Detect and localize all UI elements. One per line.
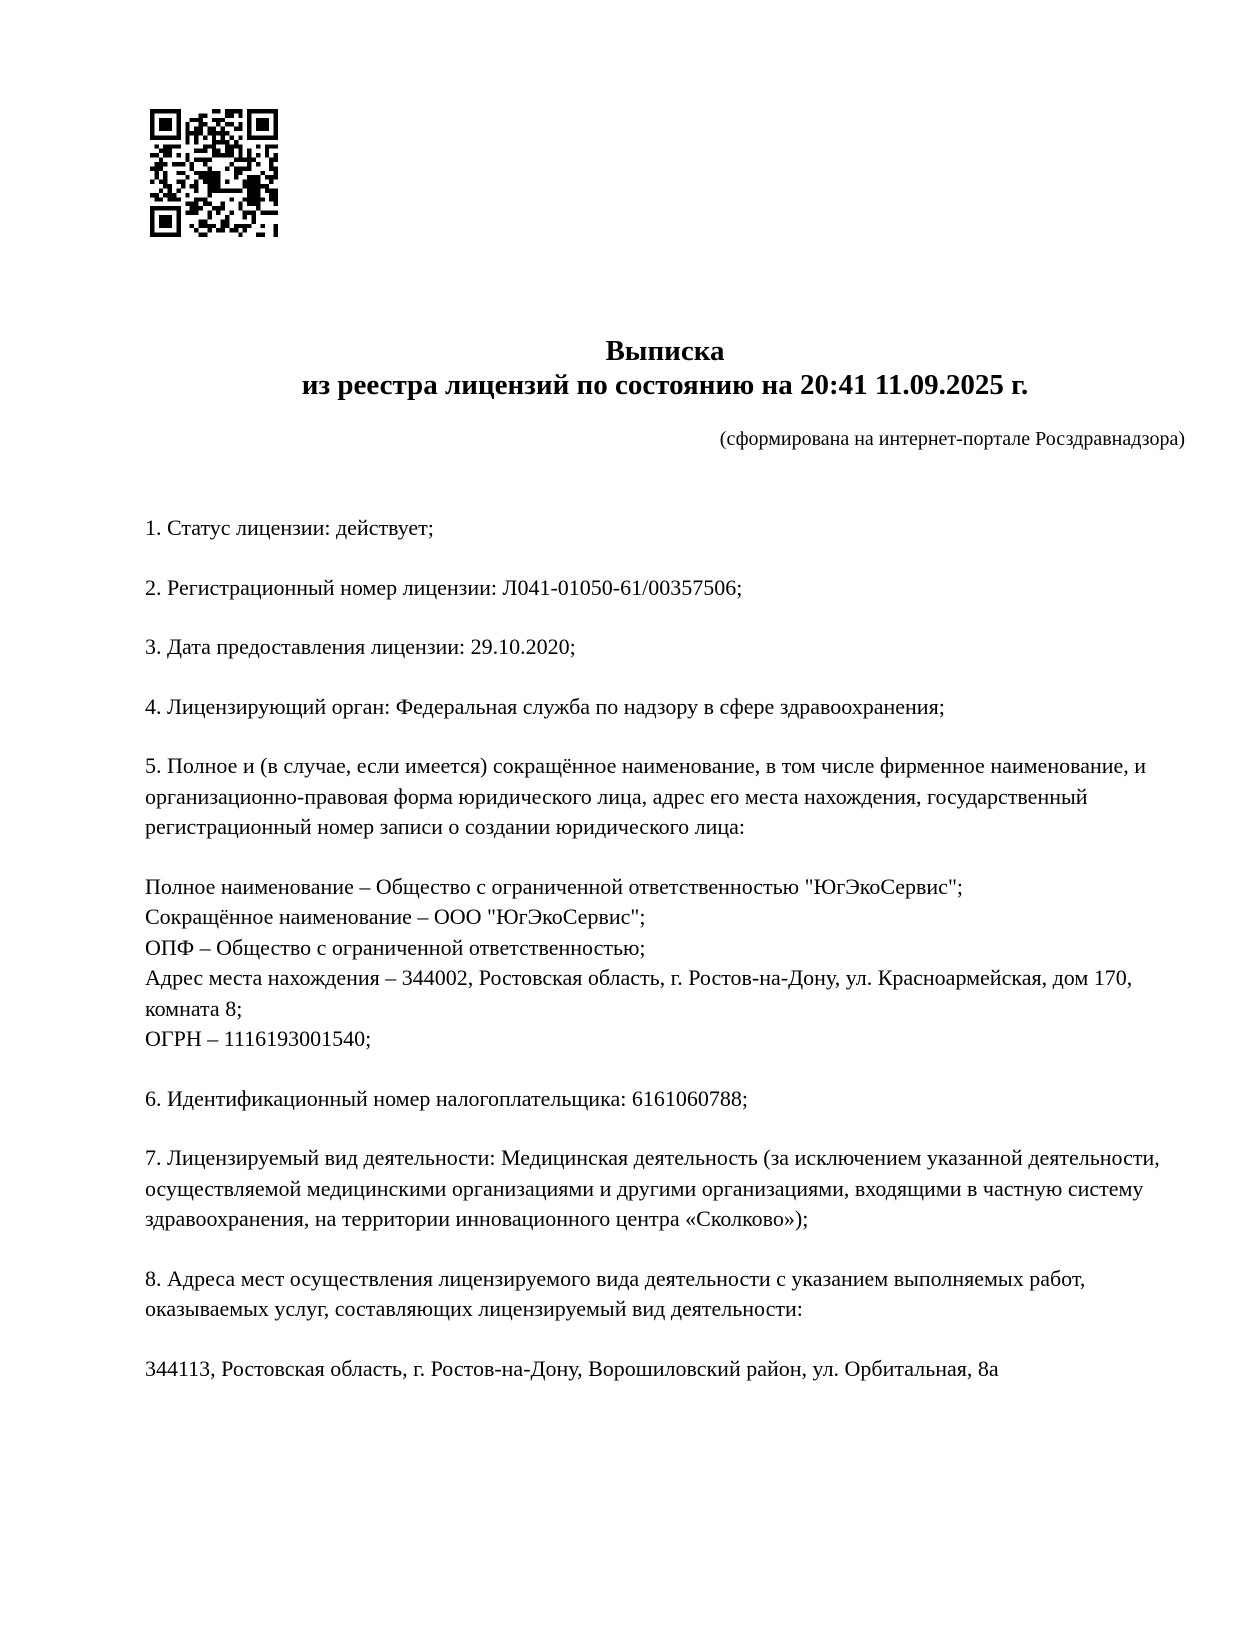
paragraph — [145, 1264, 1185, 1325]
text-line: 2. Регистрационный номер лицензии: Л041-01050-61/00357506; — [145, 574, 743, 600]
document-title — [145, 334, 1185, 402]
text-line: 1. Статус лицензии: действует; — [145, 515, 434, 540]
text-line: Сокращённое наименование – ООО "ЮгЭкоСервис"; — [145, 904, 646, 929]
text-line: ОПФ – Общество с ограниченной ответственностью; — [145, 934, 646, 960]
text-line: 7. Лицензируемый вид деятельности: Медицинская деятельность (за исключением указанной деятельности, осуществляемой медицинскими организациями и другими организациями, входящими в частную систему здравоохранения, на территории инновационного центра «Сколково»); — [145, 1145, 1160, 1231]
text-line: ОГРН – 1116193001540; — [145, 1026, 372, 1051]
title-line-2: из реестра лицензий по состоянию на 20:41 11.09.2025 г. — [301, 369, 1029, 401]
paragraph — [145, 1354, 1185, 1385]
paragraph — [145, 632, 1185, 663]
paragraph — [145, 751, 1185, 843]
document-body — [145, 513, 1185, 1384]
paragraph — [145, 1143, 1185, 1235]
qr-code-image — [150, 109, 278, 237]
paragraph — [145, 573, 1185, 604]
qr-code — [150, 109, 278, 237]
document-subtitle: (сформирована на интернет-портале Росздравнадзора) — [719, 428, 1185, 450]
paragraph — [145, 692, 1185, 723]
text-line: 8. Адреса мест осуществления лицензируемого вида деятельности с указанием выполняемых работ, оказываемых услуг, составляющих лицензируемый вид деятельности: — [145, 1265, 1086, 1321]
text-line: 6. Идентификационный номер налогоплательщика: 6161060788; — [145, 1085, 748, 1111]
paragraph — [145, 1084, 1185, 1115]
text-line: 3. Дата предоставления лицензии: 29.10.2020; — [145, 634, 576, 659]
text-line: 344113, Ростовская область, г. Ростов-на-Дону, Ворошиловский район, ул. Орбитальная, 8а — [145, 1355, 999, 1381]
text-line: 4. Лицензирующий орган: Федеральная служба по надзору в сфере здравоохранения; — [145, 693, 945, 719]
text-line: Адрес места нахождения – 344002, Ростовская область, г. Ростов-на-Дону, ул. Красноармейская, дом 170, комната 8; — [145, 965, 1133, 1021]
text-line: 5. Полное и (в случае, если имеется) сокращённое наименование, в том числе фирменное наименование, и организационно-правовая форма юридического лица, адрес его места нахождения, государственный регистрационный номер записи о создании юридического лица: — [145, 753, 1147, 839]
title-line-1: Выписка — [605, 335, 725, 367]
paragraph — [145, 872, 1185, 1055]
paragraph — [145, 513, 1185, 544]
text-line: Полное наименование – Общество с ограниченной ответственностью "ЮгЭкоСервис"; — [145, 873, 964, 899]
